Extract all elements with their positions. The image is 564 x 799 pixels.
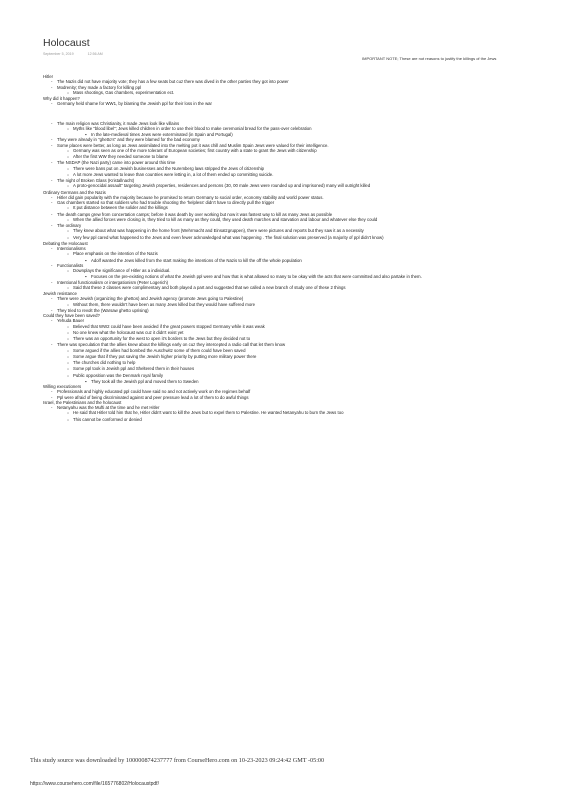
list-item: ○ Believed that WW2 could have been avoided if the great powers stopped Germany while it was weak (43, 324, 543, 330)
list-item: - Ppl were afraid of being discriminated against and peer pressure lead a lot of them to do awful things (43, 395, 543, 400)
list-item: ▪ Focuses on the pre-existing notions of what the Jewish ppl were and how that is what allowed so many to be okay with the acts that were committed and also partake in them. (43, 274, 543, 279)
list-item: - Yehuda Bauer (43, 318, 543, 323)
list-item: ○ Myths like "blood libel"; Jews killed children in order to use their blood to make ceremonial bread for the pass-over celebration (43, 126, 543, 132)
list-item: - Netanyahu was the Mufti at the time and he met Hitler (43, 405, 543, 410)
list-item: - The ordinary (43, 223, 543, 228)
section-heading: Debating the Holocaust (43, 240, 88, 246)
important-note: IMPORTANT NOTE; These are not reasons to justify the killings of the Jews (362, 56, 497, 61)
source-url[interactable]: https://www.coursehero.com/file/165776802/Holocaustpdf/ (30, 781, 159, 787)
list-item: ○ Mass shootings, Gas chambers, experimentation ect. (43, 90, 543, 96)
list-item: ○ A lot more Jews wanted to leave than countries were letting in, a lot of them ended up committing suicide. (43, 172, 543, 178)
note-time: 12:56 AM (87, 52, 103, 56)
list-item: ○ No one knew what the holocaust was cuz it didn't exist yet (43, 330, 543, 336)
list-item: ▪ They took all the Jewish ppl and moved them to Sweden (43, 379, 543, 384)
list-item: - There were Jewish (organizing the ghettos) and Jewish agency (promote Jews going to Palestine) (43, 296, 543, 301)
list-item: ○ When the allied forces were closing in, they tried to kill as many as they could, they used death marches and starvation and labour and whatever else they could (43, 217, 543, 223)
note-date: September 5, 2019 (43, 52, 74, 56)
section-heading: Could they have been saved? (43, 313, 100, 318)
list-item: ○ It put distance between the solider and the killings (43, 205, 543, 211)
list-item: - Modrenity; they made a factory for killing ppl (43, 85, 543, 90)
list-item: - Intentional functionalism or intergationism (Peter Logerich) (43, 280, 543, 285)
list-item: ○ There was an opportunity for the west to open it's borders to the Jews but they decided not to (43, 336, 543, 342)
list-item: - There was speculation that the allies knew about the killings early on cuz they intercepted a radio call that let them know (43, 342, 543, 347)
list-item: ○ Without them, there wouldn't have been as many Jews killed but they would have suffered more (43, 302, 543, 308)
list-item: - The death camps grew from concertation camps; before it was death by over working but now it was fastest way to kill as many Jews as possible (43, 212, 543, 217)
list-item: ○ This cannot be conformed or denied (43, 417, 543, 423)
list-item: - Functionalists (43, 263, 543, 268)
list-item: - They tried to revolt the (Warsaw ghetto uprising) (43, 308, 543, 313)
list-item: - Professionals and highly educated ppl could have said no and not actively work on the regimes behalf (43, 389, 543, 394)
list-item: ○ Place emphasis on the intention of the Nazis (43, 251, 543, 257)
list-item: - The night of Broken Glass (Kristallnacht) (43, 178, 543, 183)
list-item: - Hitler did gain popularity with the majority because he promised to return Germany to social order, economy stability and world power status. (43, 195, 543, 200)
blank-line (43, 114, 543, 121)
list-item: ▪ In the late-medieval times Jews were exterminated (in Spain and Portugal) (43, 132, 543, 137)
list-item: ○ Some ppl took in Jewish ppl and Sheltered them in their houses (43, 366, 543, 372)
section-heading: Ordinary Germans and the Nazis (43, 189, 106, 195)
section-heading: Willing executioners (43, 384, 82, 389)
section-heading: Jewish resistance (43, 291, 77, 296)
list-item: - Some places were better, as long as Jews assimilated into the melting pot it was chill and Muslim Spain Jews were valued for their intelligence. (43, 143, 543, 148)
list-item: - Intentionalisms (43, 246, 543, 251)
list-item: - The NSDAP (the Nazi party) came into power around this time (43, 160, 543, 165)
list-item: ○ Germany was seen as one of the more tolerant of European societies; first country with a state to grant the Jews with citizenship (43, 148, 543, 154)
list-item: - The main religion was Christianity, it made Jews look like villains (43, 121, 543, 126)
note-meta (43, 52, 103, 56)
notes-body (43, 74, 543, 423)
section-heading: Hitler (43, 74, 54, 79)
blank-line (43, 107, 543, 114)
list-item: ○ The churches did nothing to help (43, 360, 543, 366)
page-title: Holocaust (43, 37, 90, 49)
list-item: ○ There were bans put on Jewish businesses and the Nuremberg laws stripped the Jews of citizenship (43, 166, 543, 172)
list-item: ▪ Adolf wanted the Jews killed from the start making the intentions of the Nazis to kill the off the whole population (43, 258, 543, 263)
download-notice: This study source was downloaded by 100000874237777 from CourseHero.com on 10-23-2023 09:24:42 GMT -05:00 (30, 757, 325, 764)
list-item: ○ Some argued if the allies had bombed the Auschwitz some of them could have been saved (43, 348, 543, 354)
list-item: ○ Some argue that if they put saving the Jewish higher priority by putting more military power there (43, 354, 543, 360)
list-item: ○ After the first WW they needed someone to blame (43, 154, 543, 160)
list-item: ○ They knew about what was happening in the home front (Wehrmacht and Einsatzgruppen), there were pictures and reports but they saw it as a necessity (43, 228, 543, 234)
list-item: - Gas chambers started so that soldiers who had trouble shooting the 'helpless' didn't have to directly pull the trigger (43, 200, 543, 205)
list-item: ○ Said that these 2 classes were complimentary and both played a part and suggested that we called a new branch of study one of these 2 things (43, 285, 543, 291)
list-item: ○ He said that Hitler told him that he, Hitler didn't want to kill the Jews but to expel them to Palestine. He wanted Netanyahu to burn the Jews too (43, 410, 543, 416)
list-item: - They were already in "ghetto's" and they were blamed for the bad economy (43, 137, 543, 142)
list-item: ○ Very few ppl cared what happened to the Jews and even fewer acknowledged what was happening . The final solution was preserved (a majority of ppl didn't know) (43, 235, 543, 241)
section-heading: Why did it happen? (43, 96, 80, 101)
list-item: ○ A proto-genocidal assault" targeting Jewish properties, residences and persons (30, 00 male Jews were rounded up and imprisoned) many will outright killed (43, 183, 543, 189)
section-heading: Israel, the Palestinians and the holocaust (43, 399, 122, 405)
list-item: - Germany held shame for WW1, by blaming the Jewish ppl for their loss in the war (43, 101, 543, 106)
list-item: ○ Public opposition was the Denmark royal family (43, 373, 543, 379)
list-item: - The Nazis did not have majority vote; they has a few seats but cuz there was dived in the other parties they got into power (43, 79, 543, 84)
list-item: ○ Downplays the significance of Hitler as a individual. (43, 268, 543, 274)
